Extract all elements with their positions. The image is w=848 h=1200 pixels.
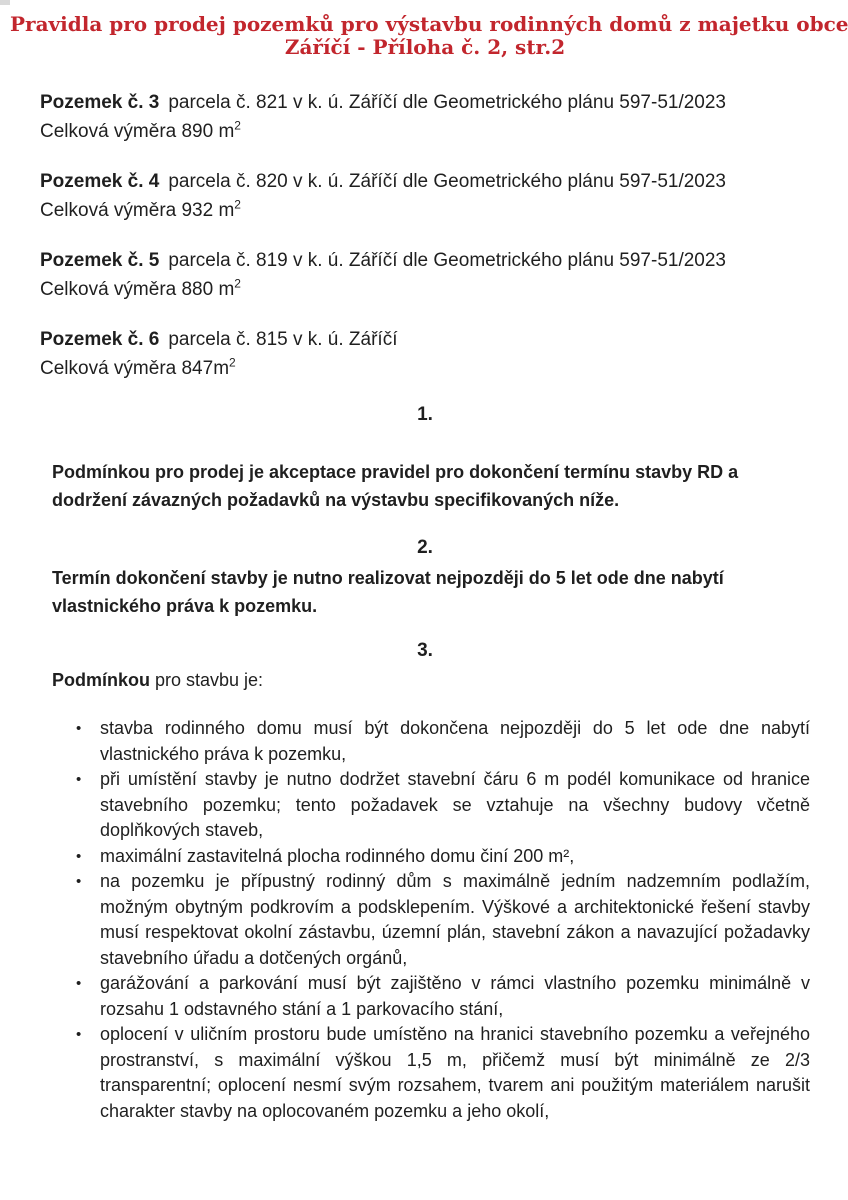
plot-entry-4	[40, 167, 810, 225]
plot-area	[40, 196, 810, 225]
plot-area-superscript: 2	[229, 355, 236, 370]
plot-list	[40, 88, 810, 383]
plot-label: Pozemek č. 6	[40, 329, 160, 350]
plot-heading	[40, 246, 810, 275]
plot-detail: parcela č. 821 v k. ú. Záříčí dle Geometrického plánu 597-51/2023	[168, 92, 726, 113]
plot-area	[40, 117, 810, 146]
plot-area	[40, 354, 810, 383]
title-line-1: Pravidla pro prodej pozemků pro výstavbu rodinných domů z majetku obce	[10, 12, 848, 36]
plot-area-superscript: 2	[234, 197, 241, 212]
plot-area-text: Celková výměra 932 m	[40, 200, 235, 221]
section-number-1: 1.	[417, 404, 433, 425]
plot-area	[40, 275, 810, 304]
plot-entry-3	[40, 88, 810, 146]
plot-heading	[40, 167, 810, 196]
plot-detail: parcela č. 820 v k. ú. Záříčí dle Geometrického plánu 597-51/2023	[168, 171, 726, 192]
section-2-paragraph: Termín dokončení stavby je nutno realizovat nejpozději do 5 let ode dne nabytí vlastnického práva k pozemku.	[52, 568, 724, 616]
plot-detail: parcela č. 815 v k. ú. Záříčí	[168, 329, 398, 350]
section-3-lead-bold: Podmínkou	[52, 670, 150, 690]
conditions-list	[40, 716, 810, 1124]
plot-area-text: Celková výměra 880 m	[40, 279, 235, 300]
condition-item: • garážování a parkování musí být zajištěno v rámci vlastního pozemku minimálně v rozsahu 1 odstavného stání a 1 parkovacího stání,	[100, 971, 810, 1022]
condition-item: • na pozemku je přípustný rodinný dům s maximálně jedním nadzemním podlažím, možným obytným podkrovím a podsklepením. Výškové a architektonické řešení stavby musí respektovat okolní zástavbu, územní plán, stavební zákon a navazující požadavky stavebního úřadu a dotčených orgánů,	[100, 869, 810, 971]
title-line-2: Záříčí - Příloha č. 2, str.2	[284, 35, 566, 59]
plot-label: Pozemek č. 3	[40, 92, 160, 113]
plot-heading	[40, 88, 810, 117]
condition-item: • při umístění stavby je nutno dodržet stavební čáru 6 m podél komunikace od hranice stavebního pozemku; tento požadavek se vztahuje na všechny budovy včetně doplňkových staveb,	[100, 767, 810, 844]
section-1-paragraph: Podmínkou pro prodej je akceptace pravidel pro dokončení termínu stavby RD a dodržení závazných požadavků na výstavbu specifikovaných níže.	[52, 462, 739, 510]
section-3-lead	[52, 666, 810, 694]
condition-item: • oplocení v uličním prostoru bude umístěno na hranici stavebního pozemku a veřejného prostranství, s maximální výškou 1,5 m, přičemž musí být minimálně ze 2/3 transparentní; oplocení nesmí svým rozsahem, tvarem ani použitým materiálem narušit charakter stavby na oplocovaném pozemku a jeho okolí,	[100, 1022, 810, 1124]
plot-area-text: Celková výměra 847m	[40, 358, 230, 379]
plot-area-superscript: 2	[234, 276, 241, 291]
plot-entry-5	[40, 246, 810, 304]
document-title	[10, 12, 848, 59]
condition-item: • maximální zastavitelná plocha rodinného domu činí 200 m²,	[100, 844, 810, 870]
plot-area-text: Celková výměra 890 m	[40, 121, 235, 142]
plot-label: Pozemek č. 5	[40, 250, 160, 271]
plot-area-superscript: 2	[234, 118, 241, 133]
plot-heading	[40, 325, 810, 354]
plot-detail: parcela č. 819 v k. ú. Záříčí dle Geometrického plánu 597-51/2023	[168, 250, 726, 271]
section-3-lead-rest: pro stavbu je:	[150, 670, 264, 690]
section-number-3: 3.	[417, 640, 433, 661]
scan-artifact	[0, 0, 10, 5]
section-number-2: 2.	[417, 537, 433, 558]
plot-label: Pozemek č. 4	[40, 171, 160, 192]
condition-item: • stavba rodinného domu musí být dokončena nejpozději do 5 let ode dne nabytí vlastnického práva k pozemku,	[100, 716, 810, 767]
plot-entry-6	[40, 325, 810, 383]
